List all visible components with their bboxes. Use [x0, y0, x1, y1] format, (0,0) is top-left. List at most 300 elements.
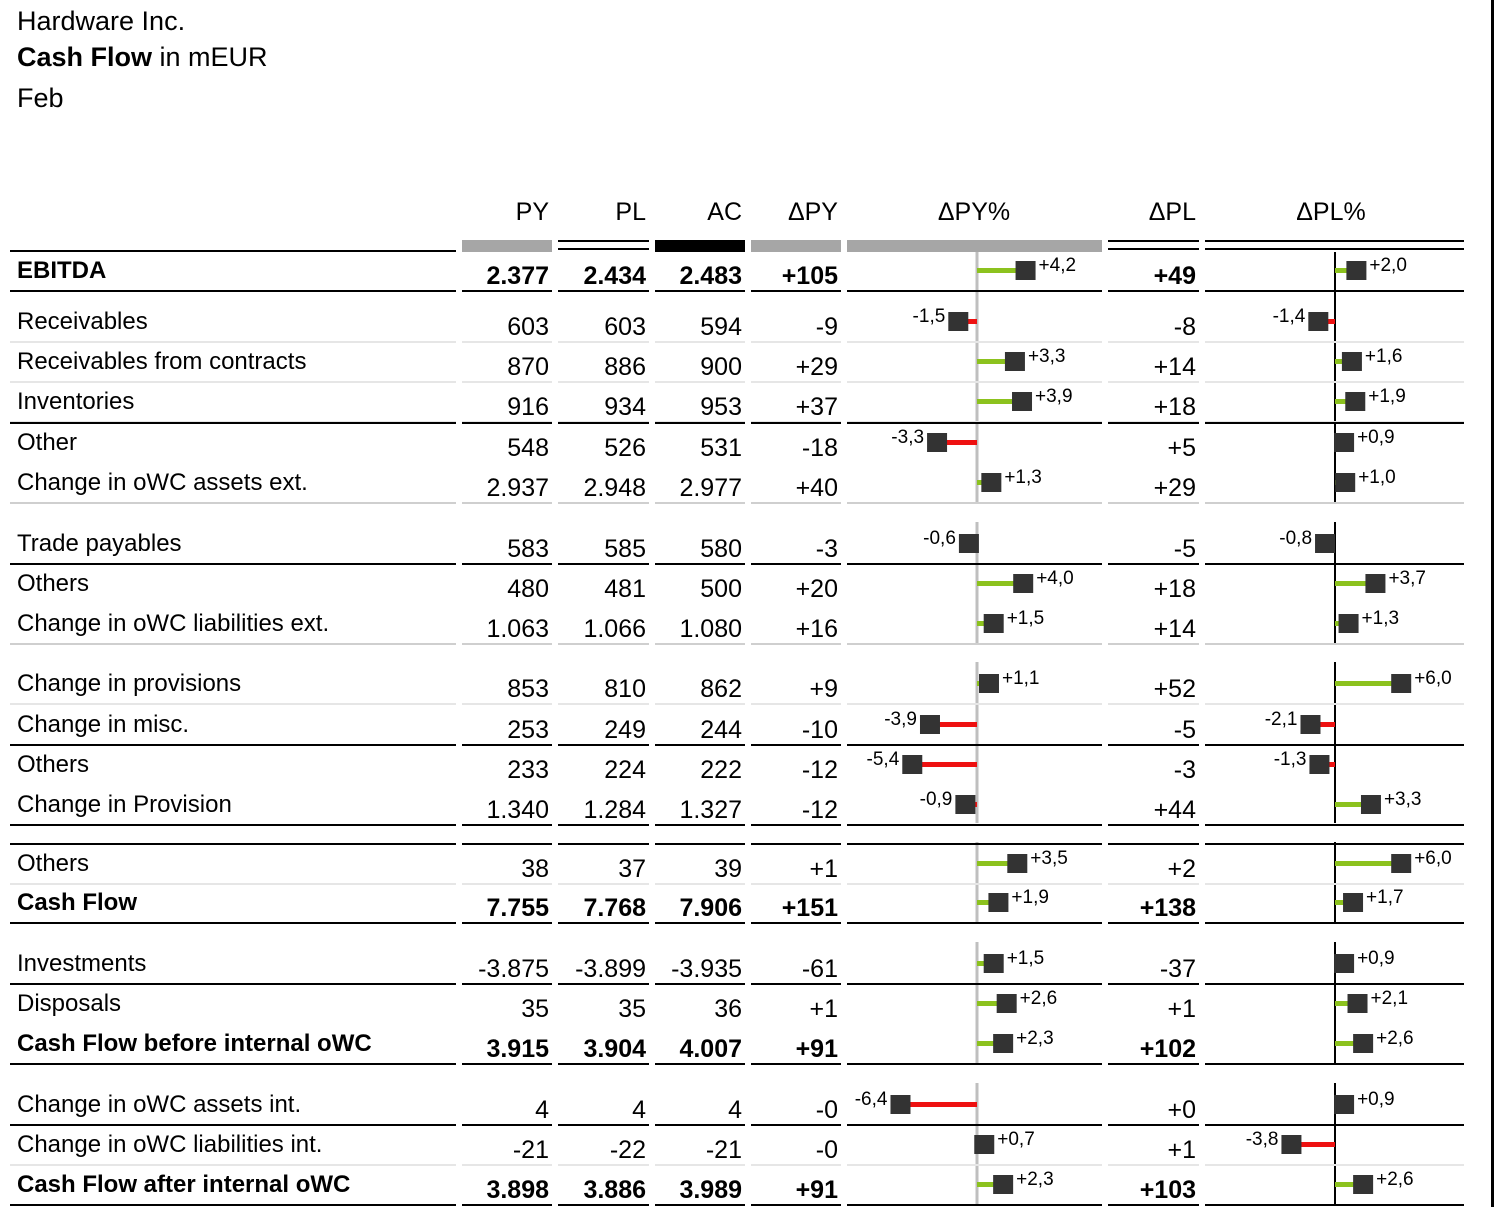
row-divider-6: [1108, 381, 1199, 383]
row-14-pl-value: 7.768: [583, 894, 646, 922]
row-rule-0: [10, 502, 456, 504]
subtotal-top-rule-0: [10, 563, 456, 565]
row-1-dpl-pct-label: -1,4: [1272, 306, 1306, 327]
row-3-dpl-pct-marker: [1345, 392, 1365, 411]
row-13-py-value: 38: [521, 855, 549, 883]
row-divider-3: [655, 1164, 745, 1166]
row-19-dpl-pct-marker: [1281, 1135, 1301, 1154]
row-5-dpl-pct-marker: [1335, 473, 1355, 492]
row-16-dpy-pct-label: +2,6: [1019, 988, 1058, 1009]
row-14-label: Cash Flow: [17, 889, 138, 916]
row-divider-4: [751, 1164, 841, 1166]
row-3-py-value: 916: [507, 393, 549, 421]
subtotal-top-rule-0: [10, 843, 456, 845]
row-rule-5: [847, 1204, 1102, 1206]
row-17-dpy-value: +91: [795, 1035, 838, 1063]
row-9-dpy-pct-label: +1,1: [1001, 668, 1040, 689]
column-header-pl-1: PL: [615, 198, 646, 226]
dpy-pct-scenario-bar: [847, 240, 1102, 252]
subtotal-top-rule-2: [558, 563, 649, 565]
row-divider-2: [558, 381, 649, 383]
dpl-pct-axis-0: [1334, 252, 1336, 502]
subtotal-top-rule-3: [655, 1124, 745, 1126]
row-16-dpl-pct-marker: [1348, 994, 1368, 1013]
row-8-pl-value: 1.066: [583, 615, 646, 643]
subtotal-top-rule-4: [751, 843, 841, 845]
row-6-dpy-pct-label: -0,6: [923, 528, 956, 549]
row-4-dpy-value: -18: [801, 434, 838, 462]
row-0-dpl-value: +49: [1153, 262, 1196, 290]
row-9-dpl-pct-marker: [1391, 674, 1411, 693]
row-12-dpy-pct-label: -0,9: [919, 789, 953, 810]
subtotal-top-rule-6: [1108, 983, 1199, 985]
row-13-pl-value: 37: [618, 855, 646, 883]
row-18-dpy-pct-bar: [901, 1102, 977, 1107]
subtotal-top-rule-4: [751, 563, 841, 565]
row-1-py-value: 603: [507, 313, 549, 341]
row-16-ac-value: 36: [714, 995, 742, 1023]
row-11-dpy-value: -12: [801, 756, 838, 784]
row-0-dpy-value: +105: [781, 262, 838, 290]
row-5-ac-value: 2.977: [679, 474, 742, 502]
row-rule-0: [10, 922, 456, 924]
row-15-dpy-value: -61: [801, 955, 838, 983]
row-16-pl-value: 35: [618, 995, 646, 1023]
row-rule-4: [751, 922, 841, 924]
row-6-dpl-value: -5: [1173, 535, 1196, 563]
py-scenario-bar: [462, 240, 552, 252]
row-13-dpy-pct-label: +3,5: [1030, 848, 1068, 869]
row-rule-7: [1205, 1063, 1464, 1065]
row-3-label: Inventories: [17, 388, 135, 415]
row-14-dpy-pct-label: +1,9: [1011, 887, 1049, 908]
row-6-dpl-pct-label: -0,8: [1279, 528, 1313, 549]
row-12-pl-value: 1.284: [583, 796, 646, 824]
row-rule-4: [751, 290, 841, 292]
row-6-dpy-value: -3: [815, 535, 838, 563]
row-10-ac-value: 244: [700, 716, 742, 744]
row-11-dpy-pct-marker: [902, 755, 922, 774]
row-14-dpy-pct-marker: [988, 893, 1008, 912]
row-5-dpl-value: +29: [1153, 474, 1196, 502]
pl-scenario-line-top: [558, 240, 649, 242]
subtotal-top-rule-2: [558, 983, 649, 985]
row-13-dpl-pct-label: +6,0: [1414, 848, 1452, 869]
row-8-dpl-pct-label: +1,3: [1361, 608, 1400, 629]
row-0-label: EBITDA: [17, 257, 107, 284]
row-8-ac-value: 1.080: [679, 615, 742, 643]
row-rule-2: [558, 643, 649, 645]
row-5-label: Change in oWC assets ext.: [17, 469, 308, 496]
row-4-label: Other: [17, 429, 78, 456]
subtotal-top-rule-3: [655, 422, 745, 424]
row-10-dpl-pct-marker: [1300, 715, 1320, 734]
row-rule-7: [1205, 1204, 1464, 1206]
row-0-dpy-pct-marker: [1016, 261, 1036, 280]
subtotal-top-rule-1: [462, 983, 552, 985]
row-rule-6: [1108, 643, 1199, 645]
row-19-py-value: -21: [512, 1136, 549, 1164]
subtotal-top-rule-7: [1205, 843, 1464, 845]
row-divider-2: [558, 883, 649, 885]
row-11-dpy-pct-bar: [913, 762, 977, 767]
ac-scenario-bar: [655, 240, 745, 252]
row-rule-1: [462, 643, 552, 645]
row-9-dpl-value: +52: [1153, 675, 1196, 703]
row-19-dpy-value: -0: [815, 1136, 838, 1164]
row-5-py-value: 2.937: [486, 474, 549, 502]
row-8-dpl-pct-marker: [1339, 614, 1359, 633]
subtotal-top-rule-7: [1205, 1124, 1464, 1126]
row-13-dpy-pct-marker: [1007, 854, 1027, 873]
dpl-pct-scenario-line-bottom: [1205, 248, 1464, 250]
subtotal-top-rule-1: [462, 744, 552, 746]
row-divider-0: [10, 703, 456, 705]
row-divider-7: [1205, 1164, 1464, 1166]
row-2-label: Receivables from contracts: [17, 348, 307, 375]
row-0-pl-value: 2.434: [583, 262, 646, 290]
row-16-dpy-pct-marker: [997, 994, 1017, 1013]
row-divider-6: [1108, 703, 1199, 705]
subtotal-top-rule-4: [751, 422, 841, 424]
subtotal-top-rule-2: [558, 744, 649, 746]
row-10-dpl-pct-label: -2,1: [1264, 709, 1298, 730]
row-rule-5: [847, 1063, 1102, 1065]
row-4-dpy-pct-marker: [927, 433, 947, 452]
row-1-dpl-pct-marker: [1308, 312, 1328, 331]
row-17-dpy-pct-marker: [993, 1034, 1013, 1053]
row-18-pl-value: 4: [632, 1096, 646, 1124]
row-19-ac-value: -21: [705, 1136, 742, 1164]
row-divider-7: [1205, 703, 1464, 705]
row-rule-1: [462, 1063, 552, 1065]
subtotal-top-rule-3: [655, 744, 745, 746]
row-rule-4: [751, 824, 841, 826]
row-divider-0: [10, 1164, 456, 1166]
row-12-dpy-pct-marker: [955, 795, 975, 814]
row-14-ac-value: 7.906: [679, 894, 742, 922]
row-1-dpl-value: -8: [1173, 313, 1196, 341]
row-rule-1: [462, 922, 552, 924]
subtotal-top-rule-0: [10, 422, 456, 424]
row-rule-7: [1205, 643, 1464, 645]
row-divider-7: [1205, 381, 1464, 383]
row-rule-6: [1108, 824, 1199, 826]
row-12-dpl-value: +44: [1153, 796, 1196, 824]
row-3-dpl-value: +18: [1153, 393, 1196, 421]
row-2-ac-value: 900: [700, 353, 742, 381]
subtotal-top-rule-6: [1108, 744, 1199, 746]
row-rule-3: [655, 643, 745, 645]
row-6-pl-value: 585: [604, 535, 646, 563]
row-divider-2: [558, 703, 649, 705]
row-rule-4: [751, 502, 841, 504]
row-rule-0: [10, 290, 456, 292]
row-divider-3: [655, 883, 745, 885]
row-2-py-value: 870: [507, 353, 549, 381]
subtotal-top-rule-3: [655, 983, 745, 985]
row-16-dpy-value: +1: [809, 995, 838, 1023]
row-15-dpy-pct-label: +1,5: [1006, 948, 1045, 969]
row-rule-5: [847, 922, 1102, 924]
subtotal-top-rule-6: [1108, 843, 1199, 845]
row-divider-3: [655, 341, 745, 343]
dpy-pct-axis-3: [976, 842, 979, 923]
row-divider-2: [558, 1164, 649, 1166]
subtotal-top-rule-4: [751, 983, 841, 985]
row-13-dpl-value: +2: [1167, 855, 1196, 883]
row-4-py-value: 548: [507, 434, 549, 462]
row-divider-4: [751, 341, 841, 343]
row-8-label: Change in oWC liabilities ext.: [17, 610, 330, 637]
row-16-py-value: 35: [521, 995, 549, 1023]
row-9-label: Change in provisions: [17, 670, 242, 697]
row-1-ac-value: 594: [700, 313, 742, 341]
row-17-ac-value: 4.007: [679, 1035, 742, 1063]
row-10-dpl-value: -5: [1173, 716, 1196, 744]
row-16-dpl-value: +1: [1167, 995, 1196, 1023]
row-rule-6: [1108, 502, 1199, 504]
row-1-dpy-pct-label: -1,5: [912, 306, 946, 327]
row-3-dpl-pct-label: +1,9: [1368, 386, 1406, 407]
row-9-ac-value: 862: [700, 675, 742, 703]
row-rule-0: [10, 824, 456, 826]
row-18-dpl-value: +0: [1167, 1096, 1196, 1124]
subtotal-top-rule-1: [462, 563, 552, 565]
row-divider-1: [462, 703, 552, 705]
row-9-dpl-pct-label: +6,0: [1414, 668, 1452, 689]
row-20-dpl-value: +103: [1139, 1176, 1196, 1204]
column-header-py%-4: ΔPY%: [937, 198, 1011, 226]
row-19-dpl-value: +1: [1167, 1136, 1196, 1164]
row-5-dpy-value: +40: [795, 474, 838, 502]
subtotal-top-rule-5: [847, 563, 1102, 565]
row-4-dpl-pct-marker: [1334, 433, 1354, 452]
row-divider-7: [1205, 883, 1464, 885]
header-rule: [10, 250, 456, 252]
row-divider-5: [847, 1164, 1102, 1166]
company-name: Hardware Inc.: [17, 6, 186, 36]
row-11-label: Others: [17, 751, 90, 778]
row-8-dpy-value: +16: [795, 615, 838, 643]
row-11-dpy-pct-label: -5,4: [866, 749, 900, 770]
row-2-dpy-pct-label: +3,3: [1027, 346, 1066, 367]
row-13-ac-value: 39: [714, 855, 742, 883]
row-divider-6: [1108, 883, 1199, 885]
row-10-dpy-pct-marker: [920, 715, 940, 734]
subtotal-top-rule-7: [1205, 422, 1464, 424]
row-17-dpy-pct-label: +2,3: [1016, 1028, 1054, 1049]
dpl-pct-axis-2: [1334, 662, 1336, 823]
dpy-pct-axis-2: [976, 662, 979, 823]
row-18-dpy-pct-marker: [890, 1095, 910, 1114]
row-divider-0: [10, 341, 456, 343]
row-rule-6: [1108, 922, 1199, 924]
report-title-bold: Cash Flow: [17, 42, 153, 72]
subtotal-top-rule-6: [1108, 422, 1199, 424]
row-rule-3: [655, 502, 745, 504]
row-divider-3: [655, 703, 745, 705]
dpl-pct-scenario-line-top: [1205, 240, 1464, 242]
column-header-ac-2: AC: [707, 198, 742, 226]
row-9-py-value: 853: [507, 675, 549, 703]
row-rule-5: [847, 290, 1102, 292]
row-rule-4: [751, 1204, 841, 1206]
row-7-pl-value: 481: [604, 575, 646, 603]
row-6-dpy-pct-marker: [959, 534, 979, 553]
row-rule-3: [655, 922, 745, 924]
row-16-dpl-pct-label: +2,1: [1370, 988, 1409, 1009]
subtotal-top-rule-6: [1108, 563, 1199, 565]
row-7-dpy-pct-label: +4,0: [1036, 568, 1074, 589]
row-divider-0: [10, 381, 456, 383]
row-7-py-value: 480: [507, 575, 549, 603]
row-6-label: Trade payables: [17, 530, 182, 557]
row-7-label: Others: [17, 570, 90, 597]
subtotal-top-rule-1: [462, 422, 552, 424]
row-4-ac-value: 531: [700, 434, 742, 462]
row-2-dpy-pct-marker: [1005, 352, 1025, 371]
row-12-dpl-pct-marker: [1361, 795, 1381, 814]
row-12-ac-value: 1.327: [679, 796, 742, 824]
row-18-dpl-pct-marker: [1334, 1095, 1354, 1114]
subtotal-top-rule-3: [655, 563, 745, 565]
row-3-dpy-value: +37: [795, 393, 838, 421]
row-4-pl-value: 526: [604, 434, 646, 462]
dpy-pct-axis-0: [976, 252, 979, 502]
row-rule-1: [462, 824, 552, 826]
row-rule-5: [847, 643, 1102, 645]
row-0-dpy-pct-label: +4,2: [1038, 255, 1077, 276]
dpl-scenario-line-top: [1108, 240, 1199, 242]
row-divider-2: [558, 341, 649, 343]
subtotal-top-rule-5: [847, 983, 1102, 985]
row-15-dpy-pct-marker: [984, 954, 1004, 973]
subtotal-top-rule-1: [462, 843, 552, 845]
row-divider-1: [462, 883, 552, 885]
row-rule-6: [1108, 1204, 1199, 1206]
subtotal-top-rule-7: [1205, 744, 1464, 746]
row-20-dpy-pct-label: +2,3: [1016, 1169, 1054, 1190]
subtotal-top-rule-5: [847, 843, 1102, 845]
subtotal-top-rule-7: [1205, 563, 1464, 565]
row-4-dpl-value: +5: [1167, 434, 1196, 462]
row-2-dpy-value: +29: [795, 353, 838, 381]
row-divider-4: [751, 703, 841, 705]
subtotal-top-rule-0: [10, 744, 456, 746]
dpy-scenario-bar: [751, 240, 841, 252]
row-17-label: Cash Flow before internal oWC: [17, 1030, 372, 1057]
column-header-pl-5: ΔPL: [1148, 198, 1196, 226]
row-7-dpl-pct-marker: [1365, 574, 1385, 593]
subtotal-top-rule-0: [10, 1124, 456, 1126]
row-divider-4: [751, 883, 841, 885]
row-divider-6: [1108, 1164, 1199, 1166]
row-rule-2: [558, 502, 649, 504]
row-10-py-value: 253: [507, 716, 549, 744]
row-rule-7: [1205, 922, 1464, 924]
subtotal-top-rule-5: [847, 1124, 1102, 1126]
row-rule-1: [462, 1204, 552, 1206]
row-3-pl-value: 934: [604, 393, 646, 421]
row-divider-5: [847, 381, 1102, 383]
row-11-pl-value: 224: [604, 756, 646, 784]
row-divider-5: [847, 341, 1102, 343]
row-20-ac-value: 3.989: [679, 1176, 742, 1204]
row-1-pl-value: 603: [604, 313, 646, 341]
row-15-dpl-value: -37: [1159, 955, 1196, 983]
row-20-py-value: 3.898: [486, 1176, 549, 1204]
row-divider-4: [751, 381, 841, 383]
row-18-py-value: 4: [535, 1096, 549, 1124]
row-19-dpl-pct-label: -3,8: [1245, 1129, 1279, 1150]
row-10-dpy-pct-label: -3,9: [884, 709, 917, 730]
row-0-ac-value: 2.483: [679, 262, 742, 290]
subtotal-top-rule-2: [558, 1124, 649, 1126]
row-18-dpl-pct-label: +0,9: [1357, 1089, 1395, 1110]
row-divider-5: [847, 883, 1102, 885]
row-5-dpy-pct-marker: [981, 473, 1001, 492]
row-19-dpy-pct-marker: [974, 1135, 994, 1154]
row-18-ac-value: 4: [728, 1096, 742, 1124]
row-divider-1: [462, 341, 552, 343]
row-15-dpl-pct-label: +0,9: [1357, 948, 1395, 969]
row-rule-5: [847, 824, 1102, 826]
row-divider-7: [1205, 341, 1464, 343]
row-divider-5: [847, 703, 1102, 705]
row-20-dpl-pct-label: +2,6: [1376, 1169, 1414, 1190]
subtotal-top-rule-2: [558, 422, 649, 424]
column-header-py-3: ΔPY: [787, 198, 838, 226]
row-11-dpl-pct-marker: [1309, 755, 1329, 774]
subtotal-top-rule-5: [847, 744, 1102, 746]
row-4-dpl-pct-label: +0,9: [1357, 427, 1395, 448]
row-16-label: Disposals: [17, 990, 122, 1017]
row-divider-3: [655, 381, 745, 383]
row-8-dpy-pct-label: +1,5: [1006, 608, 1045, 629]
row-rule-2: [558, 290, 649, 292]
row-12-dpl-pct-label: +3,3: [1383, 789, 1422, 810]
right-edge-line: [1491, 0, 1494, 1207]
row-1-dpy-value: -9: [815, 313, 838, 341]
row-7-dpl-value: +18: [1153, 575, 1196, 603]
row-14-py-value: 7.755: [486, 894, 549, 922]
row-19-label: Change in oWC liabilities int.: [17, 1131, 323, 1158]
row-15-label: Investments: [17, 950, 147, 977]
row-10-pl-value: 249: [604, 716, 646, 744]
row-rule-4: [751, 643, 841, 645]
row-rule-2: [558, 824, 649, 826]
row-11-dpl-value: -3: [1173, 756, 1196, 784]
dpl-pct-axis-3: [1334, 842, 1336, 923]
row-10-label: Change in misc.: [17, 711, 190, 738]
row-15-ac-value: -3.935: [671, 955, 742, 983]
row-rule-2: [558, 1204, 649, 1206]
row-20-pl-value: 3.886: [583, 1176, 646, 1204]
row-19-pl-value: -22: [609, 1136, 646, 1164]
row-7-dpl-pct-label: +3,7: [1388, 568, 1426, 589]
row-12-dpy-value: -12: [801, 796, 838, 824]
report-period: Feb: [17, 83, 64, 113]
row-17-dpl-value: +102: [1139, 1035, 1196, 1063]
row-rule-1: [462, 502, 552, 504]
row-9-pl-value: 810: [604, 675, 646, 703]
row-2-pl-value: 886: [604, 353, 646, 381]
row-rule-5: [847, 502, 1102, 504]
subtotal-top-rule-4: [751, 1124, 841, 1126]
row-2-dpl-value: +14: [1153, 353, 1196, 381]
row-17-dpl-pct-label: +2,6: [1376, 1028, 1414, 1049]
